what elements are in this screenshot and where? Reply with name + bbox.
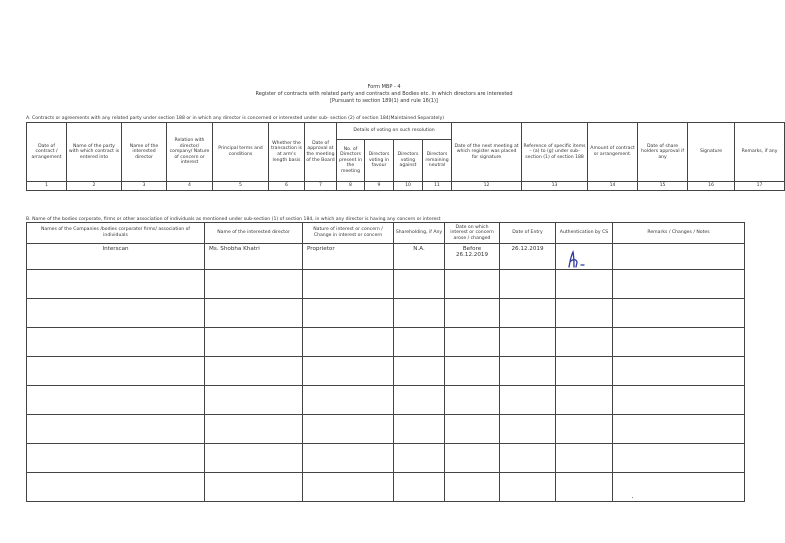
- cell-company: Interscan: [27, 244, 205, 270]
- table-row: [27, 328, 745, 357]
- header-authentication: Authentication by CS: [556, 223, 613, 244]
- header-date-of-contract: Date of contract / arrangement: [27, 123, 67, 182]
- column-number: 1: [27, 182, 67, 191]
- header-date-entry: Date of Entry: [500, 223, 556, 244]
- bodies-corporate-table: [26, 222, 745, 502]
- column-number: 17: [735, 182, 785, 191]
- scan-speck: [632, 497, 633, 498]
- header-relation: Relation with director/ company/ Nature of concern or interest: [167, 123, 213, 182]
- header-remarks: Remarks, if any: [735, 123, 785, 182]
- header-amount: Amount of contract or arrangement.: [588, 123, 638, 182]
- header-arms-length: Whether the transaction is at arm's length basis: [269, 123, 305, 182]
- header-party-name: Name of the party with which contract is entered into: [67, 123, 122, 182]
- table-row: [27, 386, 745, 415]
- header-interested-director: Name of the interested director: [122, 123, 167, 182]
- cell-director: Ms. Shobha Khatri: [205, 244, 303, 270]
- section-a-title: A. Contracts or agreements with any related party under section 188 or in which any director is concerned or interested under sub- section (2) of section 184(Maintained Separately): [26, 116, 445, 121]
- cell-remarks: [613, 244, 745, 270]
- header-shareholders-approval: Date of share holders approval if any: [638, 123, 688, 182]
- header-companies: Names of the Companies /bodies corporate/ firms/ association of individuals: [27, 223, 205, 244]
- column-number: 9: [365, 182, 394, 191]
- header-approval-date: Date of approval at the meeting of the Board: [305, 123, 337, 182]
- header-shareholding: Shareholding, if Any: [394, 223, 445, 244]
- header-remaining-neutral: Directors remaining neutral: [423, 140, 452, 182]
- header-voting-details: Details of voting on such resolution: [337, 123, 452, 140]
- column-number: 6: [269, 182, 305, 191]
- header-voting-favour: Directors voting in favour: [365, 140, 394, 182]
- contracts-table: [26, 122, 785, 191]
- column-number: 13: [522, 182, 588, 191]
- column-number: 5: [213, 182, 269, 191]
- cell-date-entry: 26.12.2019: [500, 244, 556, 270]
- table-row: [27, 415, 745, 444]
- header-next-meeting: Date of the next meeting at which register was placed for signature: [452, 123, 522, 182]
- table-row: [27, 473, 745, 502]
- column-number: 10: [394, 182, 423, 191]
- column-number: 12: [452, 182, 522, 191]
- column-number: 3: [122, 182, 167, 191]
- header-principal-terms: Principal terms and conditions: [213, 123, 269, 182]
- signature-mark: [565, 250, 587, 270]
- table-row: [27, 357, 745, 386]
- section-b-title: B. Name of the bodies corporate, firms or other association of individuals as mentioned under sub-section (1) of section 184, in which any director is having any concern or interest: [26, 217, 441, 222]
- column-number: 11: [423, 182, 452, 191]
- column-number: 8: [337, 182, 365, 191]
- header-signature: Signature: [688, 123, 735, 182]
- header-directors-present: No. of Directors present in the meeting: [337, 140, 365, 182]
- column-number: 14: [588, 182, 638, 191]
- table-row: [27, 270, 745, 299]
- cell-date-concern: Before 26.12.2019: [445, 244, 500, 270]
- form-title: Form MBP - 4: [367, 84, 401, 90]
- register-title: Register of contracts with related party and contracts and Bodies etc. in which directors are interested: [255, 91, 513, 97]
- cell-shareholding: N.A.: [394, 244, 445, 270]
- column-number: 15: [638, 182, 688, 191]
- header-remarks-b: Remarks / Changes / Notes: [613, 223, 745, 244]
- header-nature: Nature of interest or concern / Change in interest or concern: [303, 223, 394, 244]
- pursuant-note: [Pursuant to section 189(1) and rule 16(1)]: [330, 98, 438, 104]
- column-number: 16: [688, 182, 735, 191]
- column-number: 4: [167, 182, 213, 191]
- header-voting-against: Directors voting against: [394, 140, 423, 182]
- header-reference-items: Reference of specific items – (a) to (g) under sub-section (1) of section 188: [522, 123, 588, 182]
- column-number: 2: [67, 182, 122, 191]
- column-number: 7: [305, 182, 337, 191]
- header-director: Name of the interested director: [205, 223, 303, 244]
- header-date-concern: Date on which interest or concern arose / changed: [445, 223, 500, 244]
- cell-nature: Proprietor: [303, 244, 394, 270]
- table-row: [27, 299, 745, 328]
- table-row: [27, 444, 745, 473]
